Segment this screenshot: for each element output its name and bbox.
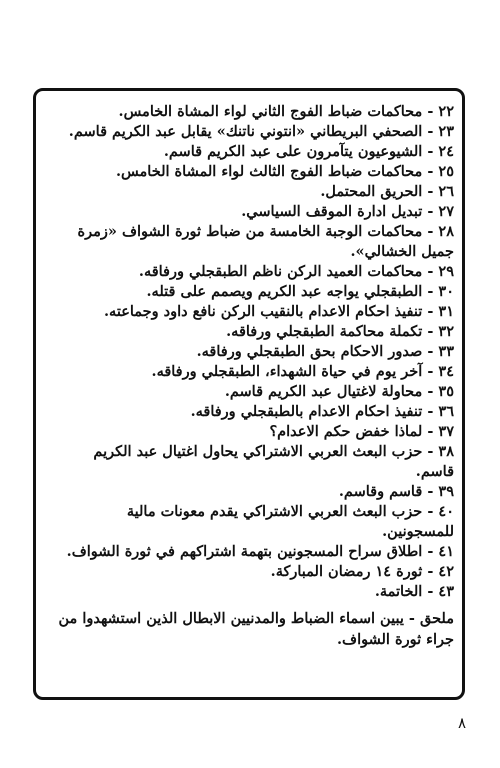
toc-entry xyxy=(56,102,454,122)
entry-number: ٣٤ - xyxy=(427,363,454,380)
entry-title: صدور الاحكام بحق الطبقجلي ورفاقه. xyxy=(196,343,423,360)
entry-number: ٢٥ - xyxy=(427,163,454,180)
entry-title: لماذا خفض حكم الاعدام؟ xyxy=(269,423,423,440)
entry-title: تنفيذ احكام الاعدام بالطبقجلي ورفاقه. xyxy=(190,403,423,420)
entry-title: تنفيذ احكام الاعدام بالنقيب الركن نافع داود وجماعته. xyxy=(104,303,423,320)
entry-number: ٢٢ - xyxy=(427,103,454,120)
entry-number: ٢٨ - xyxy=(427,223,454,240)
entry-title: تبديل ادارة الموقف السياسي. xyxy=(241,203,423,220)
entry-title: حزب البعث العربي الاشتراكي يقدم معونات مالية للمسجونين. xyxy=(126,503,454,540)
toc-entry xyxy=(56,222,454,262)
toc-entry xyxy=(56,322,454,342)
entry-title: آخر يوم في حياة الشهداء، الطبقجلي ورفاقه. xyxy=(151,363,423,380)
toc-entry xyxy=(56,382,454,402)
toc-entry xyxy=(56,162,454,182)
appendix-note: ملحق - يبين اسماء الضباط والمدنيين الابطال الذين استشهدوا من جراء ثورة الشواف. xyxy=(58,610,454,648)
toc-entry xyxy=(56,282,454,302)
page-number: ٨ xyxy=(458,714,467,732)
entry-number: ٤٠ - xyxy=(427,503,454,520)
entry-number: ٣٨ - xyxy=(427,443,454,460)
toc-entry xyxy=(56,442,454,482)
toc-entry xyxy=(56,182,454,202)
entry-title: قاسم وقاسم. xyxy=(338,483,423,500)
entry-number: ٤٣ - xyxy=(427,583,454,600)
entry-number: ٢٩ - xyxy=(427,263,454,280)
entry-number: ٣٣ - xyxy=(427,343,454,360)
entry-title: اطلاق سراح المسجونين بتهمة اشتراكهم في ثورة الشواف. xyxy=(66,543,423,560)
entry-number: ٤١ - xyxy=(427,543,454,560)
toc-entry xyxy=(56,502,454,542)
toc-entry xyxy=(56,422,454,442)
toc-entry xyxy=(56,122,454,142)
entry-number: ٣٦ - xyxy=(427,403,454,420)
toc-entry xyxy=(56,562,454,582)
toc-entry xyxy=(56,262,454,282)
toc-entry xyxy=(56,202,454,222)
entry-number: ٣١ - xyxy=(427,303,454,320)
entry-title: حزب البعث العربي الاشتراكي يحاول اغتيال عبد الكريم قاسم. xyxy=(93,443,454,480)
toc-entry xyxy=(56,482,454,502)
entry-title: محاكمات ضباط الفوج الثالث لواء المشاة الخامس. xyxy=(115,163,423,180)
table-of-contents xyxy=(56,102,454,650)
entry-number: ٣٢ - xyxy=(427,323,454,340)
entry-title: الصحفي البريطاني «انتوني ناتنك» يقابل عبد الكريم قاسم. xyxy=(68,123,423,140)
entry-title: محاكمات الوجبة الخامسة من ضباط ثورة الشواف «زمرة جميل الخشالي». xyxy=(77,223,454,260)
toc-entry xyxy=(56,142,454,162)
entry-title: الطبقجلي يواجه عبد الكريم ويصمم على قتله. xyxy=(146,283,423,300)
entry-number: ٢٤ - xyxy=(427,143,454,160)
entry-number: ٣٠ - xyxy=(427,283,454,300)
entry-title: الحريق المحتمل. xyxy=(320,183,423,200)
entry-number: ٣٩ - xyxy=(427,483,454,500)
entry-number: ٢٦ - xyxy=(427,183,454,200)
entry-number: ٤٢ - xyxy=(427,563,454,580)
entry-number: ٢٧ - xyxy=(427,203,454,220)
entry-number: ٣٧ - xyxy=(427,423,454,440)
entry-title: ثورة ١٤ رمضان المباركة. xyxy=(270,563,423,580)
entry-title: تكملة محاكمة الطبقجلي ورفاقه. xyxy=(226,323,423,340)
entry-title: الشيوعيون يتآمرون على عبد الكريم قاسم. xyxy=(163,143,423,160)
entry-title: محاكمات ضباط الفوج الثاني لواء المشاة الخامس. xyxy=(118,103,423,120)
toc-entry xyxy=(56,342,454,362)
entry-title: محاكمات العميد الركن ناظم الطبقجلي ورفاقه. xyxy=(138,263,423,280)
toc-entry xyxy=(56,402,454,422)
entry-number: ٢٣ - xyxy=(427,123,454,140)
toc-entry xyxy=(56,542,454,562)
toc-entry xyxy=(56,302,454,322)
entry-title: الخاتمة. xyxy=(374,583,423,600)
entry-title: محاولة لاغتيال عبد الكريم قاسم. xyxy=(224,383,423,400)
toc-entry xyxy=(56,362,454,382)
toc-entry xyxy=(56,582,454,602)
entry-number: ٣٥ - xyxy=(427,383,454,400)
